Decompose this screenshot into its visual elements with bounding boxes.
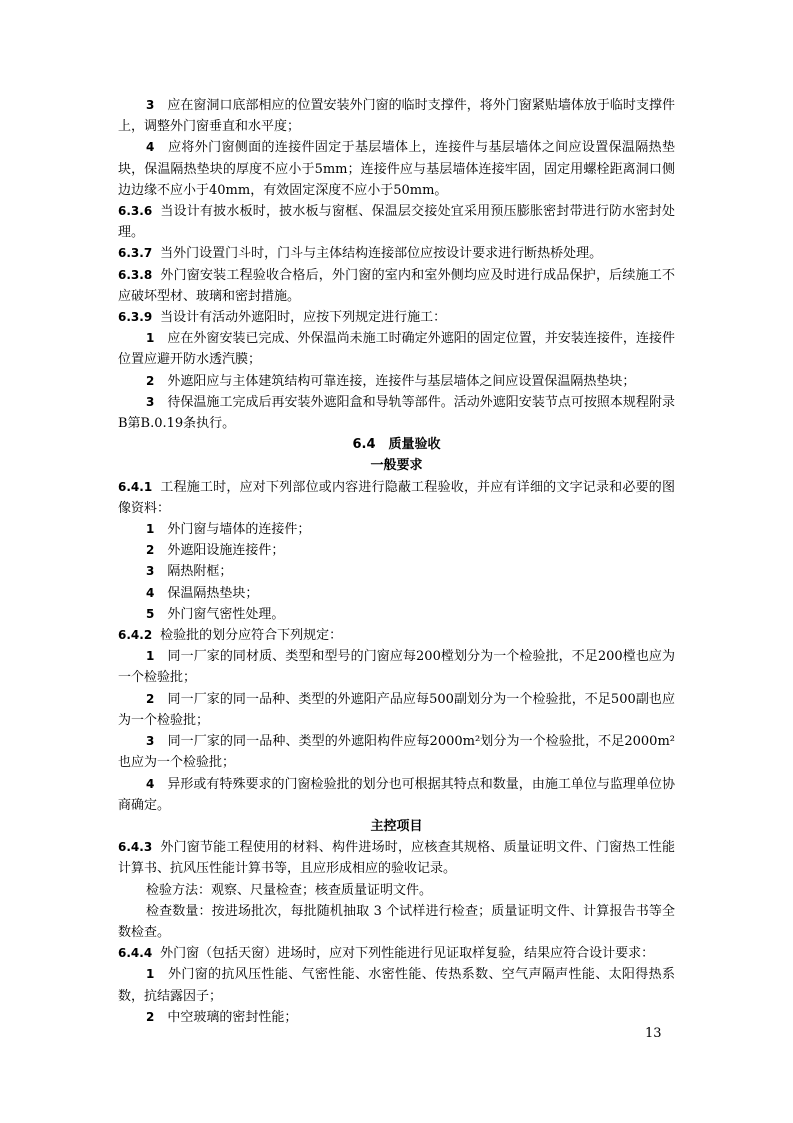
clause-6-3-7: 6.3.7 当外门设置门斗时，门斗与主体结构连接部位应按设计要求进行断热桥处理。: [118, 246, 603, 262]
item-6-4-1-1: 1 外门窗与墙体的连接件；: [146, 522, 311, 538]
clause-6-4-4: 6.4.4 外门窗（包括天窗）进场时，应对下列性能进行见证取样复验，结果应符合设计要求：: [118, 946, 655, 962]
clause-6-3-8: 6.3.8 外门窗安装工程验收合格后，外门窗的室内和室外侧均应及时进行成品保护，后续施工不应破坏型材、玻璃和密封措施。: [118, 267, 675, 304]
clause-6-3-6: 6.3.6 当设计有披水板时，披水板与窗框、保温层交接处宜采用预压膨胀密封带进行防水密封处理。: [118, 204, 675, 241]
item-6-4-4-2: 2 中空玻璃的密封性能；: [146, 1009, 298, 1025]
item-6-3-9-3: 3 待保温施工完成后再安装外遮阳盒和导轨等部件。活动外遮阳安装节点可按照本规程附录B第B.0.19条执行。: [118, 394, 675, 432]
item-6-4-1-5: 5 外门窗气密性处理。: [146, 606, 285, 622]
item-6-4-2-2: 2 同一厂家的同一品种、类型的外遮阳产品应每500副划分为一个检验批，不足500副也应为一个检验批；: [118, 691, 675, 728]
item-6-4-1-3: 3 隔热附框；: [146, 564, 233, 580]
inspection-quantity: 检查数量：按进场批次，每批随机抽取 3 个试样进行检查；质量证明文件、计算报告书等全数检查。: [118, 903, 675, 940]
item-6-3-9-2: 2 外遮阳应与主体建筑结构可靠连接，连接件与基层墙体之间应设置保温隔热垫块；: [146, 373, 636, 389]
clause-6-3-9: 6.3.9 当设计有活动外遮阳时，应按下列规定进行施工：: [118, 310, 447, 326]
subsection-general-title: 一般要求: [370, 458, 423, 474]
page-number: 13: [645, 1026, 662, 1041]
section-title: 6.4 质量验收: [352, 437, 441, 453]
inspection-method: 检验方法：观察、尺量检查；核查质量证明文件。: [146, 882, 433, 898]
item-6-4-1-2: 2 外遮阳设施连接件；: [146, 543, 285, 559]
page-content: [118, 95, 675, 1028]
clause-6-4-3: 6.4.3 外门窗节能工程使用的材料、构件进场时，应核查其规格、质量证明文件、门窗热工性能计算书、抗风压性能计算书等，且应形成相应的验收记录。: [118, 840, 675, 877]
subsection-main-title: 主控项目: [370, 818, 423, 834]
item-6-4-2-4: 4 异形或有特殊要求的门窗检验批的划分也可根据其特点和数量，由施工单位与监理单位协商确定。: [118, 776, 675, 813]
item-6-3-9-1: 1 应在外窗安装已完成、外保温尚未施工时确定外遮阳的固定位置，并安装连接件，连接件位置应避开防水透汽膜；: [118, 331, 675, 368]
item-6-4-2-3: 3 同一厂家的同一品种、类型的外遮阳构件应每2000m²划分为一个检验批，不足2000m²也应为一个检验批；: [118, 734, 675, 771]
item-6-4-2-1: 1 同一厂家的同材质、类型和型号的门窗应每200樘划分为一个检验批，不足200樘也应为一个检验批；: [118, 649, 675, 686]
item-6-3-5-3: 3 应在窗洞口底部相应的位置安装外门窗的临时支撑件，将外门窗紧贴墙体放于临时支撑件上，调整外门窗垂直和水平度；: [118, 98, 675, 135]
clause-6-4-2: 6.4.2 检验批的划分应符合下列规定：: [118, 628, 343, 644]
item-6-4-4-1: 1 外门窗的抗风压性能、气密性能、水密性能、传热系数、空气声隔声性能、太阳得热系数，抗结露因子；: [118, 967, 675, 1004]
item-6-3-5-4: 4 应将外门窗侧面的连接件固定于基层墙体上，连接件与基层墙体之间应设置保温隔热垫块，保温隔热垫块的厚度不应小于5mm；连接件应与基层墙体连接牢固，固定用螺栓距离洞口侧边边缘不应小于40mm，有效固定深度不应小于50mm。: [118, 140, 675, 198]
item-6-4-1-4: 4 保温隔热垫块；: [146, 585, 259, 601]
clause-6-4-1: 6.4.1 工程施工时，应对下列部位或内容进行隐蔽工程验收，并应有详细的文字记录和必要的图像资料：: [118, 479, 675, 516]
